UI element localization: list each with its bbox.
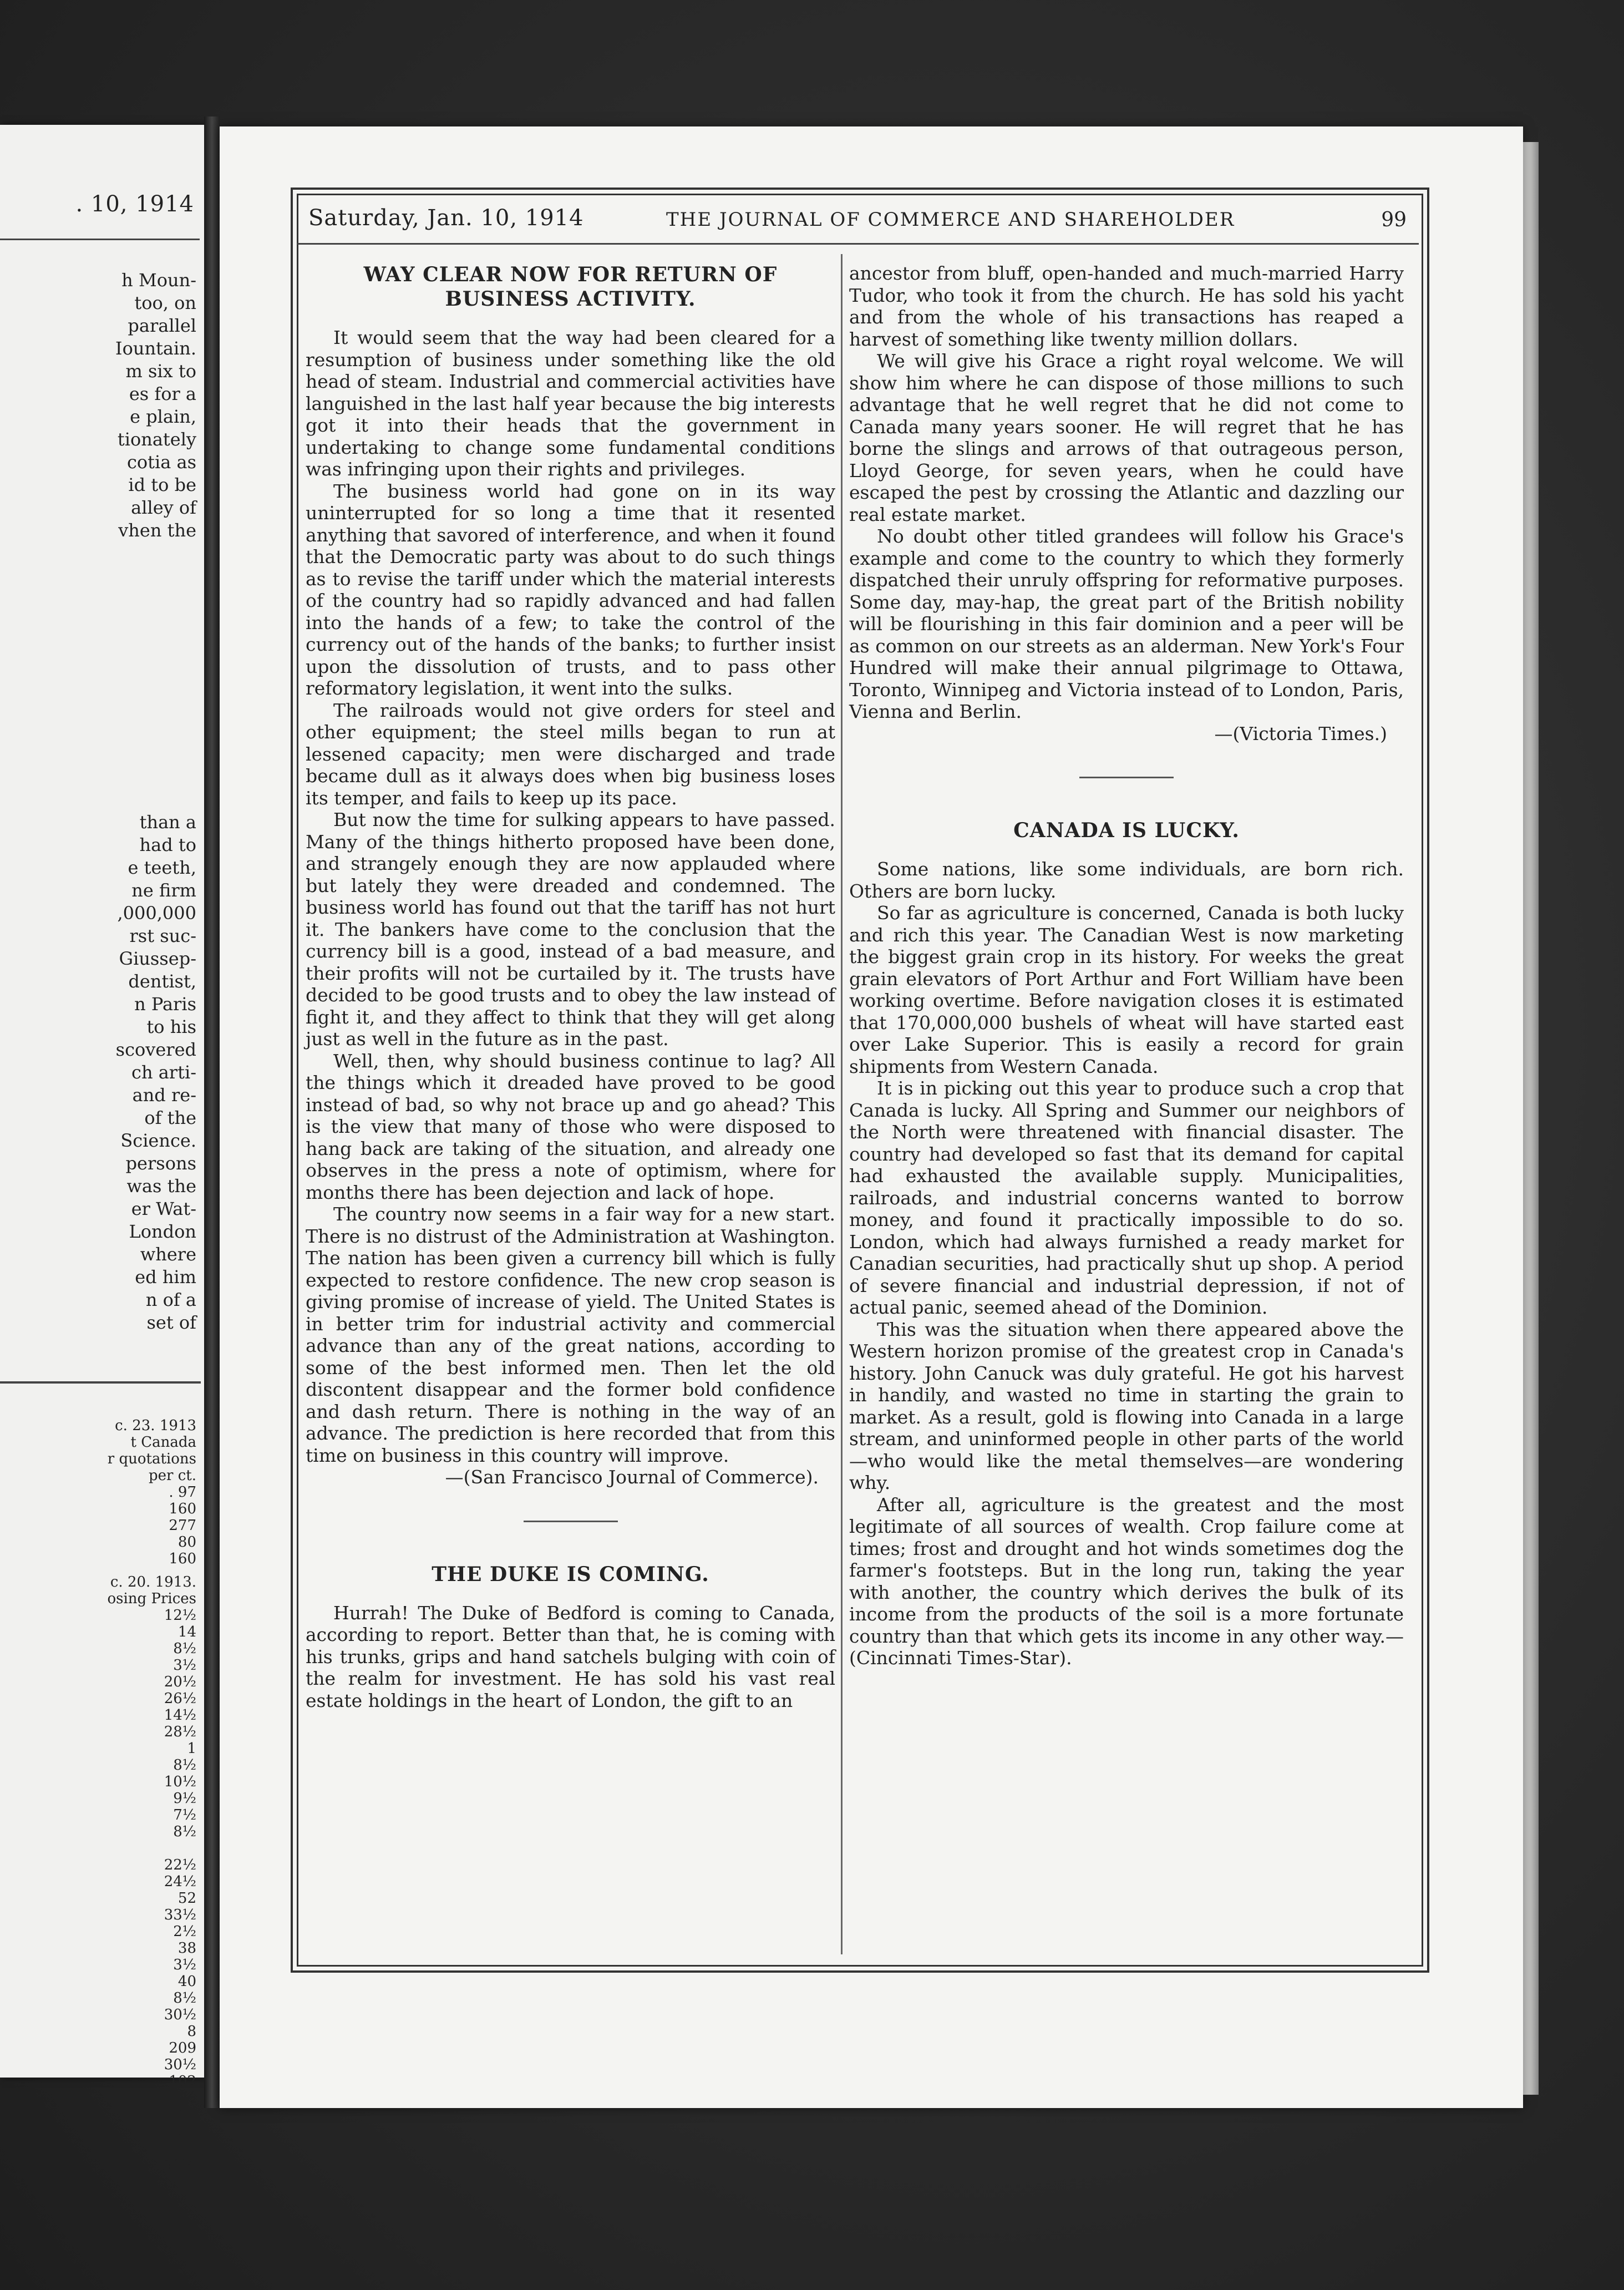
left-fragment-line: set of <box>146 1312 196 1333</box>
left-fragment-line: persons <box>125 1153 196 1174</box>
article3-title: CANADA IS LUCKY. <box>1013 819 1240 842</box>
article2-paragraph: We will give his Grace a right royal welcome. We will show him where he can dispose of those millions to such advantage that he well regret that he did not come to Canada many years sooner. He will regret that he has borne the slings and arrows of that outrageous person, Lloyd George, for seven years, when he could have escaped the pest by crossing the Atlantic and dazzling our real estate market. <box>849 350 1404 525</box>
table-header-line: r quotations <box>107 1451 196 1467</box>
table-value: 9½ <box>173 1790 196 1807</box>
article2-paragraph: Hurrah! The Duke of Bedford is coming to Canada, according to report. Better than that, he is coming with his trunks, grips and hand satchels bulging with coin of the realm for investment. He has sold his vast real estate holdings in the heart of London, the gift to an <box>306 1602 835 1711</box>
table-header-line: c. 20. 1913. <box>110 1574 196 1590</box>
table-value: 2½ <box>173 1923 196 1940</box>
article1-paragraph: The railroads would not give orders for steel and other equipment; the steel mills began to run at lessened capacity; men were discharged and trade became dull as it always does when big business loses its temper, and fails to keep up its pace. <box>306 699 835 809</box>
table-value: 11½ <box>164 2156 196 2173</box>
left-fragment-line: too, on <box>134 292 196 313</box>
table-value: 277 <box>169 1517 196 1534</box>
left-fragment-line: was the <box>126 1176 196 1197</box>
column-divider <box>841 254 843 1954</box>
page-edge <box>1523 142 1539 2095</box>
left-fragment-line: e plain, <box>130 406 196 427</box>
left-fragment-line: h Moun- <box>121 270 196 291</box>
table-value: 25 <box>177 2123 196 2140</box>
article1-paragraph: It would seem that the way had been cleared for a resumption of business under something like the old head of steam. Industrial and commercial activities have languished in the last half year because the big interests got it into their heads that the government in undertaking to change some fundamental conditions was infringing upon their rights and privileges. <box>306 327 835 480</box>
left-text-fragment-top <box>0 269 196 542</box>
article3-paragraph: So far as agriculture is concerned, Canada is both lucky and rich this year. The Canadian West is now marketing the biggest grain crop in its history. For weeks the great grain elevators of Port Arthur and Fort William have been working overtime. Before navigation closes it is estimated that 170,000,000 bushels of wheat will have started east over Lake Superior. This is easily a record for grain shipments from Western Canada. <box>849 902 1404 1077</box>
table-value: . 97 <box>169 1484 196 1501</box>
table2-values <box>0 1607 196 2173</box>
table-value: 8½ <box>173 1757 196 1774</box>
article1-title: WAY CLEAR NOW FOR RETURN OF BUSINESS ACTIVITY. <box>363 263 778 311</box>
left-fragment-line: Science. <box>120 1130 196 1151</box>
left-fragment-line: parallel <box>128 315 196 336</box>
table-value: 30½ <box>164 2056 196 2073</box>
table-value: 102 <box>169 2073 196 2090</box>
table-value: 14 <box>177 1624 196 1640</box>
article2-paragraph: No doubt other titled grandees will follow his Grace's example and come to the country to which they formerly dispatched their unruly offspring for reformative purposes. Some day, may-hap, the great part of the British nobility will be flourishing in this fair dominion and a peer will be as common on our streets as an alderman. New York's Four Hundred will make their annual pilgrimage to Ottawa, Toronto, Winnipeg and Victoria instead of to London, Paris, Vienna and Berlin. <box>849 525 1404 722</box>
table-value: 5 <box>187 2140 196 2156</box>
left-section-rule <box>0 1381 201 1384</box>
table-value: 3½ <box>173 1957 196 1973</box>
article1-paragraph: The business world had gone on in its way uninterrupted for so long a time that it resented anything that savored of interference, and when it found that the Democratic party was about to do such things as to revise the tariff under which the material interests of the country had so rapidly advanced and had fallen into the hands of a few; to take the control of the currency out of the hands of the banks; to further insist upon the dissolution of trusts, and to pass other reformatory legislation, it went into the sulks. <box>306 480 835 699</box>
left-fragment-line: dentist, <box>128 971 196 992</box>
table-value: 209 <box>169 2040 196 2056</box>
left-page-date: . 10, 1914 <box>75 191 194 217</box>
left-fragment-line: London <box>129 1221 196 1242</box>
table-value: 33½ <box>164 1907 196 1923</box>
left-fragment-line: vhen the <box>118 520 196 541</box>
left-fragment-line: ne firm <box>131 880 196 901</box>
left-fragment-line: er Wat- <box>131 1198 196 1219</box>
left-fragment-line: of the <box>144 1107 196 1128</box>
table-value: 15 <box>177 2106 196 2123</box>
left-fragment-line: cotia as <box>126 452 196 473</box>
left-column <box>306 262 835 1711</box>
table-value: 26½ <box>164 1690 196 1707</box>
article3-paragraph: Some nations, like some individuals, are born rich. Others are born lucky. <box>849 858 1404 902</box>
article2-title: THE DUKE IS COMING. <box>432 1562 709 1586</box>
table-value: 3½ <box>173 1657 196 1674</box>
table-header-line: osing Prices <box>107 1590 196 1607</box>
left-fragment-line: alley of <box>131 497 196 518</box>
left-fragment-line: m six to <box>125 361 196 382</box>
table-value <box>0 1840 196 1857</box>
newspaper-page <box>220 126 1523 2108</box>
table-value: 10½ <box>164 1774 196 1790</box>
left-fragment-line: Iountain. <box>115 338 196 359</box>
table-value: 160 <box>169 1501 196 1517</box>
article1-paragraph: But now the time for sulking appears to have passed. Many of the things hitherto proposed have been done, and strangely enough they are now applauded where but lately they were dreaded and condemned. The business world has found out that the tariff has not hurt it. The bankers have come to the conclusion that the currency bill is a good, instead of a bad measure, and their profits will not be curtailed by it. The trusts have decided to be good trusts and to obey the law instead of fight it, and they affect to think that they will get along just as well in the future as in the past. <box>306 809 835 1050</box>
table-value: 24½ <box>164 1873 196 1890</box>
table-value: 7½ <box>173 1807 196 1823</box>
article3-paragraph: This was the situation when there appeared above the Western horizon promise of the greatest crop in Canada's history. John Canuck was duly grateful. He got his harvest in handily, and wasted no time in starting the grain to market. As a result, gold is flowing into Canada in a large stream, and uninformed people in other parts of the world—who would like the metal themselves—are wondering why. <box>849 1318 1404 1493</box>
left-fragment-line: e teeth, <box>128 857 196 878</box>
book-spine <box>204 116 220 2108</box>
header-date: Saturday, Jan. 10, 1914 <box>308 205 584 231</box>
table-value: 38 <box>177 1940 196 1957</box>
table1-values <box>0 1484 196 1567</box>
table-value: 8½ <box>173 1990 196 2007</box>
table-value: 28½ <box>164 1724 196 1740</box>
left-fragment-line: scovered <box>115 1039 196 1060</box>
article3-paragraph: It is in picking out this year to produce such a crop that Canada is lucky. All Spring and Summer our neighbors of the North were threatened with financial disaster. The country had developed so fast that its demand for capital had exhausted the available supply. Municipalities, railroads, and industrial concerns wanted to borrow money, and found it practically impossible to do so. London, which had always furnished a ready market for Canadian securities, had practically shut up shop. A period of severe financial and industrial depression, if not of actual panic, seemed ahead of the Dominion. <box>849 1077 1404 1318</box>
left-fragment-line: to his <box>146 1016 196 1037</box>
left-fragment-line: tionately <box>117 429 196 450</box>
article1-body <box>306 327 835 1488</box>
table-value: 52 <box>177 1890 196 1907</box>
table-value: 8½ <box>173 1640 196 1657</box>
left-fragment-line: n Paris <box>134 994 196 1015</box>
table-value: 20½ <box>164 1674 196 1690</box>
article1-paragraph: The country now seems in a fair way for a new start. There is no distrust of the Administration at Washington. The nation has been given a currency bill which is fully expected to restore confidence. The new crop season is giving promise of increase of yield. The United States is in better trim for industrial activity and commercial advance than any of the great nations, according to some of the best informed men. Then let the old discontent disappear and the former bold confidence and dash return. There is nothing in the way of an advance. The prediction is here recorded that from this time on business in this country will improve. <box>306 1203 835 1466</box>
right-column <box>849 262 1404 1669</box>
left-fragment-line: rst suc- <box>129 925 196 946</box>
table-value: 40 <box>177 1973 196 1990</box>
left-fragment-line: es for a <box>129 383 196 404</box>
left-fragment-line: and re- <box>132 1085 196 1106</box>
left-fragment-line: where <box>140 1244 196 1265</box>
table-value: 160 <box>169 1551 196 1567</box>
header-page-number: 99 <box>1381 209 1407 231</box>
table-header-line: t Canada <box>130 1434 196 1451</box>
article1-paragraph: Well, then, why should business continue to lag? All the things which it dreaded have proved to be good instead of bad, so why not brace up and go ahead? This is the view that many of those who were disposed to hang back are taking of the situation, and already one observes in the press a note of optimism, where for months there has been dejection and lack of hope. <box>306 1050 835 1203</box>
left-fragment-line: ch arti- <box>131 1062 196 1083</box>
header-rule <box>297 243 1419 245</box>
table-header-line: c. 23. 1913 <box>115 1417 196 1434</box>
table-value: 12½ <box>164 1607 196 1624</box>
table-value: 30½ <box>164 2007 196 2023</box>
table-value: 1 <box>187 1740 196 1757</box>
article3-paragraph: After all, agriculture is the greatest and the most legitimate of all sources of wealth. Crop failure come at times; frost and drought and hot winds sometimes dog the farmer's footsteps. But in the long run, taking the year with another, the country which derives the bulk of its income from the products of the soil is a more fortunate country than that which gets its income in any other way.—(Cincinnati Times-Star). <box>849 1493 1404 1669</box>
left-fragment-line: ,000,000 <box>117 903 196 924</box>
left-fragment-line: than a <box>139 812 196 833</box>
separator-rule <box>524 1521 618 1522</box>
article2-continuation: ancestor from bluff, open-handed and much-married Harry Tudor, who took it from the church. He has sold his yacht and from the whole of his transactions has reaped a harvest of something like twenty million dollars. <box>849 262 1404 350</box>
table2-header <box>0 1574 196 1607</box>
left-fragment-line: id to be <box>128 474 196 495</box>
left-header-rule <box>0 239 200 240</box>
left-price-table <box>0 1417 196 2173</box>
left-fragment-line: had to <box>139 834 196 855</box>
table-value: 8 <box>187 2023 196 2040</box>
article2-credit: —(Victoria Times.) <box>1214 722 1387 744</box>
left-fragment-line: ed him <box>135 1266 196 1288</box>
left-fragment-line: Giussep- <box>119 948 196 969</box>
table-value: 14½ <box>164 1707 196 1724</box>
table-value: 22½ <box>164 1857 196 1873</box>
left-text-fragment-mid <box>0 811 196 1334</box>
table-value: 3½ <box>173 2090 196 2106</box>
left-page-fragment <box>0 125 204 2173</box>
table-value: 80 <box>177 1534 196 1551</box>
table-value: 8½ <box>173 1823 196 1840</box>
separator-rule <box>1079 777 1174 778</box>
table1-header <box>0 1417 196 1484</box>
page-header <box>303 192 1412 242</box>
left-fragment-line: n of a <box>145 1289 196 1310</box>
table-header-line: per ct. <box>149 1467 196 1484</box>
article1-credit: —(San Francisco Journal of Commerce). <box>445 1466 819 1488</box>
header-journal-title: THE JOURNAL OF COMMERCE AND SHAREHOLDER <box>666 209 1235 231</box>
